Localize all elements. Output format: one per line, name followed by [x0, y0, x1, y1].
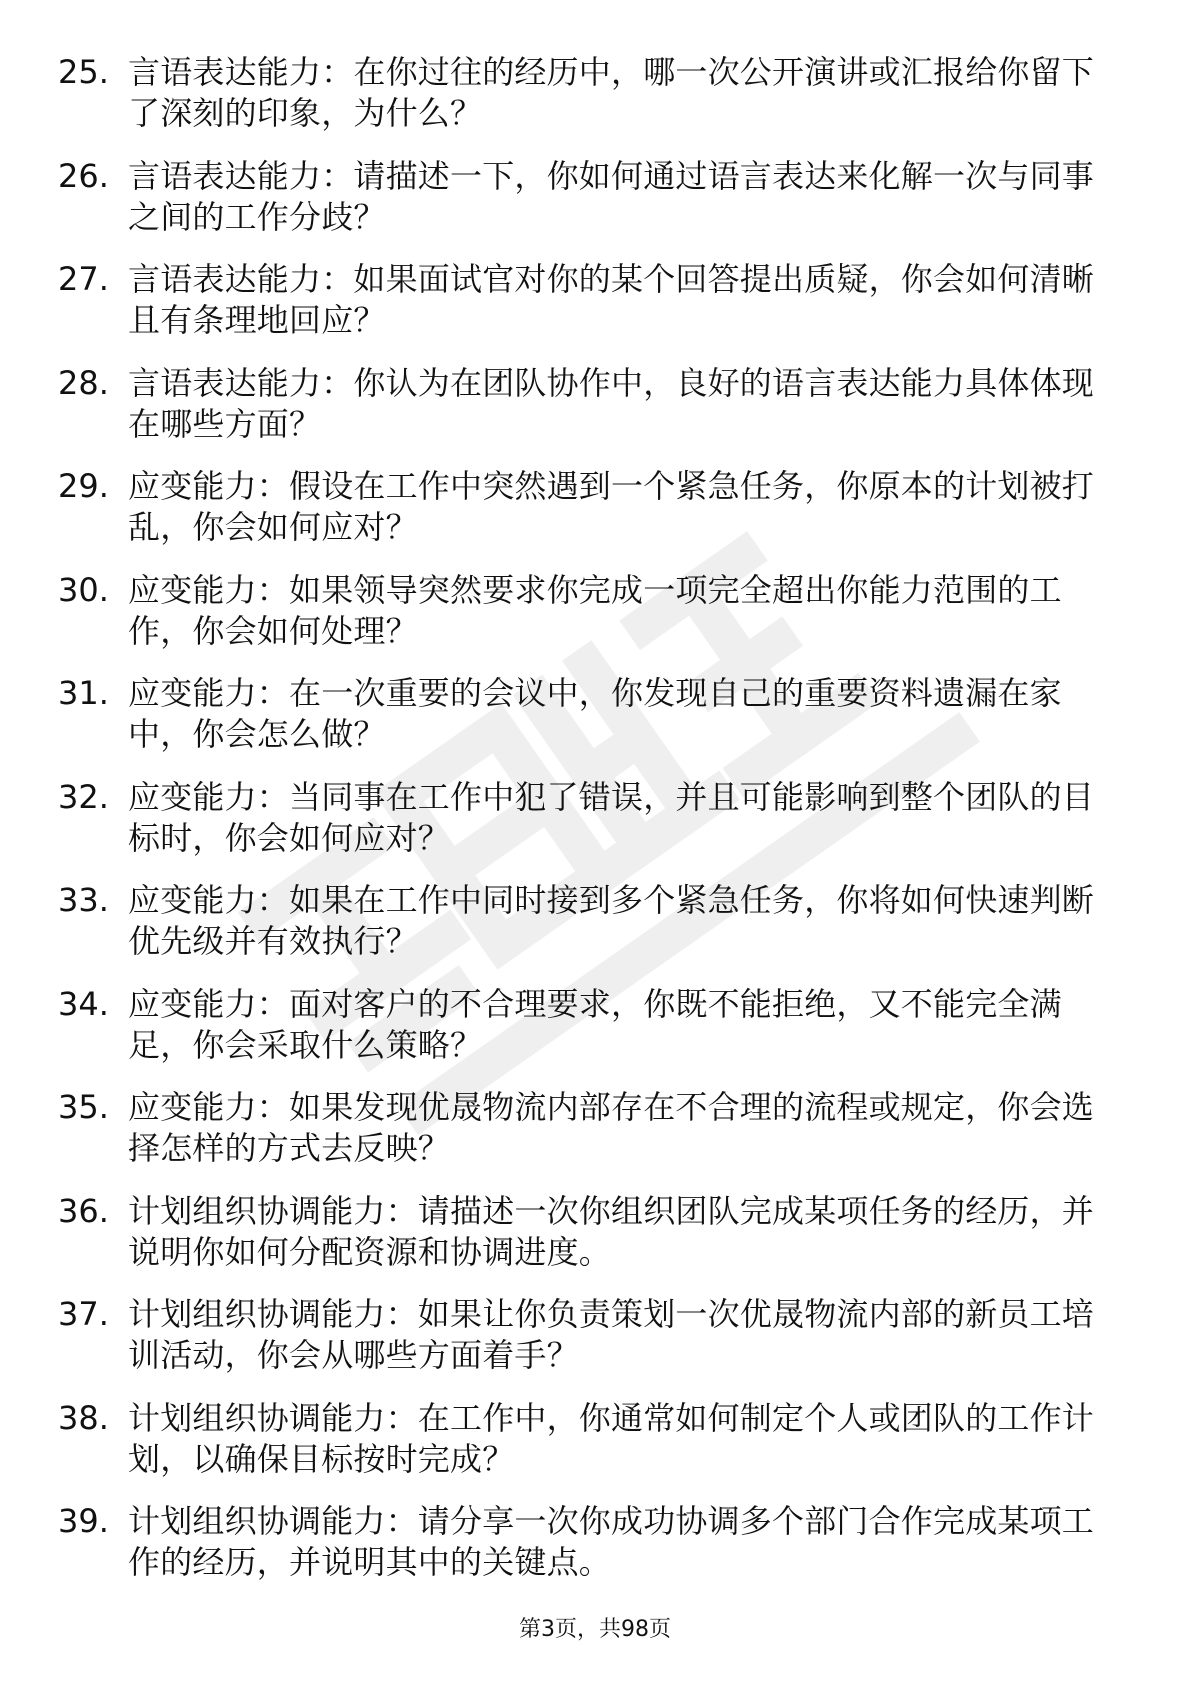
question-text: 应变能力：面对客户的不合理要求，你既不能拒绝，又不能完全满足，你会采取什么策略？: [128, 984, 1062, 1064]
question-text: 言语表达能力：你认为在团队协作中，良好的语言表达能力具体体现在哪些方面？: [128, 363, 1095, 443]
question-number: 33.: [58, 881, 109, 919]
question-list: [58, 52, 1118, 1605]
question-text: 应变能力：如果领导突然要求你完成一项完全超出你能力范围的工作，你会如何处理？: [128, 570, 1062, 650]
list-item: [58, 52, 1118, 156]
question-number: 39.: [58, 1502, 109, 1540]
question-text: 应变能力：假设在工作中突然遇到一个紧急任务，你原本的计划被打乱，你会如何应对？: [128, 467, 1095, 546]
question-text: 计划组织协调能力：请分享一次你成功协调多个部门合作完成某项工作的经历，并说明其中的关键点。: [128, 1502, 1095, 1581]
question-text: 计划组织协调能力：请描述一次你组织团队完成某项任务的经历，并说明你如何分配资源和协调进度。: [128, 1191, 1095, 1271]
list-item: [58, 1398, 1118, 1502]
question-text: 应变能力：如果发现优晟物流内部存在不合理的流程或规定，你会选择怎样的方式去反映？: [128, 1088, 1095, 1167]
list-item: [58, 673, 1118, 777]
list-item: [58, 1294, 1118, 1398]
list-item: [58, 570, 1118, 674]
list-item: [58, 984, 1118, 1088]
list-item: [58, 156, 1118, 260]
list-item: [58, 259, 1118, 363]
question-text: 应变能力：当同事在工作中犯了错误，并且可能影响到整个团队的目标时，你会如何应对？: [128, 777, 1095, 857]
question-text: 应变能力：在一次重要的会议中，你发现自己的重要资料遗漏在家中，你会怎么做？: [128, 674, 1062, 753]
question-number: 32.: [58, 777, 109, 816]
question-number: 38.: [58, 1398, 109, 1437]
list-item: [58, 1501, 1118, 1605]
question-text: 计划组织协调能力：在工作中，你通常如何制定个人或团队的工作计划，以确保目标按时完成？: [128, 1398, 1095, 1478]
list-item: [58, 777, 1118, 881]
page-number: 第3页，共98页: [519, 1617, 671, 1642]
question-text: 言语表达能力：请描述一下，你如何通过语言表达来化解一次与同事之间的工作分歧？: [128, 156, 1095, 236]
question-text: 计划组织协调能力：如果让你负责策划一次优晟物流内部的新员工培训活动，你会从哪些方面着手？: [128, 1295, 1095, 1374]
question-number: 36.: [58, 1191, 109, 1230]
list-item: [58, 363, 1118, 467]
question-number: 25.: [58, 53, 109, 91]
question-number: 34.: [58, 984, 109, 1023]
question-number: 37.: [58, 1295, 109, 1333]
list-item: [58, 1191, 1118, 1295]
question-number: 30.: [58, 570, 109, 609]
list-item: [58, 880, 1118, 984]
question-number: 26.: [58, 156, 109, 195]
question-number: 28.: [58, 363, 109, 402]
question-number: 35.: [58, 1088, 109, 1126]
question-number: 31.: [58, 674, 109, 712]
question-text: 言语表达能力：如果面试官对你的某个回答提出质疑，你会如何清晰且有条理地回应？: [128, 260, 1095, 339]
question-number: 29.: [58, 467, 109, 505]
question-text: 言语表达能力：在你过往的经历中，哪一次公开演讲或汇报给你留下了深刻的印象，为什么？: [128, 53, 1095, 132]
list-item: [58, 466, 1118, 570]
question-number: 27.: [58, 260, 109, 298]
question-text: 应变能力：如果在工作中同时接到多个紧急任务，你将如何快速判断优先级并有效执行？: [128, 881, 1095, 960]
list-item: [58, 1087, 1118, 1191]
